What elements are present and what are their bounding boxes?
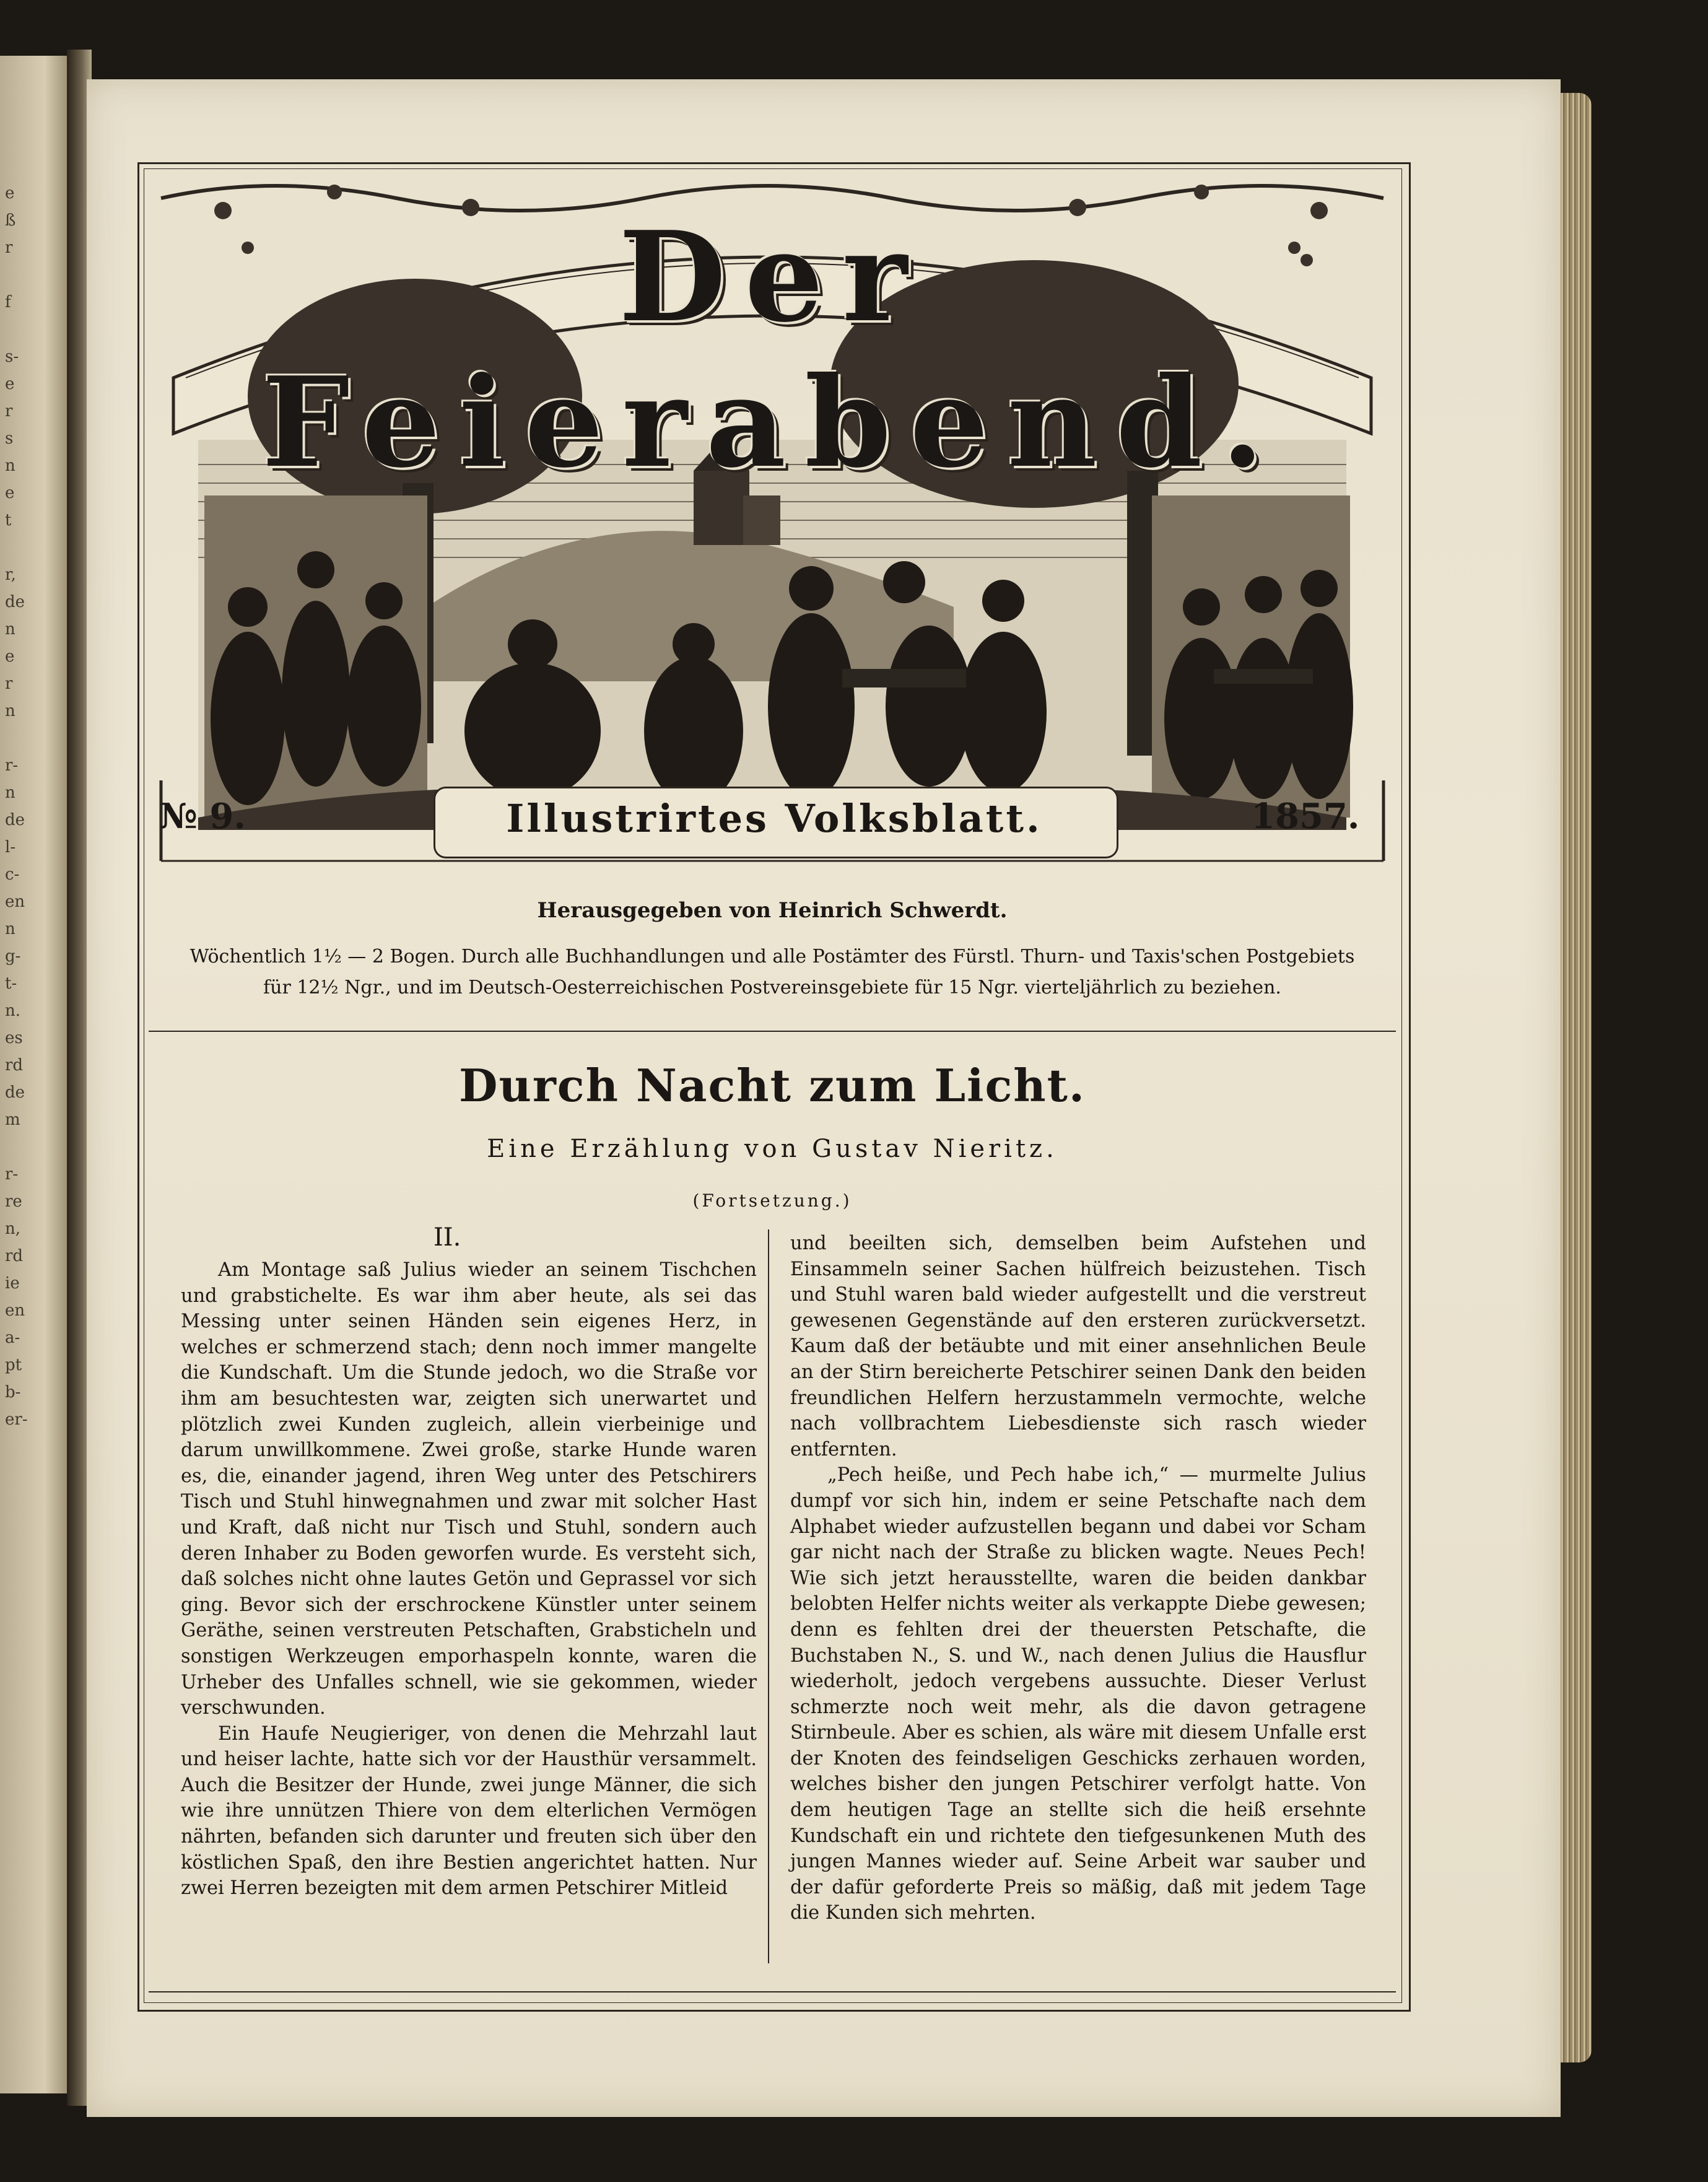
footer-rule xyxy=(149,1991,1396,1992)
header-rule xyxy=(149,1031,1396,1032)
story-title: Durch Nacht zum Licht. xyxy=(459,1059,1086,1112)
story-byline: Eine Erzählung von Gustav Nieritz. xyxy=(487,1135,1058,1163)
masthead-title: Der Feierabend. xyxy=(261,204,1283,495)
issue-number: № 9. xyxy=(160,796,246,837)
subscription-terms: Wöchentlich 1½ — 2 Bogen. Durch alle Buchhandlungen und alle Postämter des Fürstl. Thurn- und Taxis'schen Postgebiets für 12½ Ngr., und im Deutsch-Oesterreichischen Postvereinsgebiete für 15 Ngr. vierteljährlich zu beziehen. xyxy=(190,946,1355,998)
paragraph: Ein Haufe Neugieriger, von denen die Mehrzahl laut und heiser lachte, hatte sich vor der Hausthür versammelt. Auch die Besitzer der Hunde, zwei junge Männer, die sich wie ihre unnützen Thiere von dem elterlichen Vermögen nährten, befanden sich darunter und freuten sich über den köstlichen Spaß, den ihre Bestien angerichtet hatten. Nur zwei Herren bezeigten mit dem armen Petschirer Mitleid xyxy=(181,1722,757,1900)
story-continuation-note: (Fortsetzung.) xyxy=(692,1190,852,1211)
left-page-text-fragments: e ß r f s- e r s n e t r, de n e r n r- n de l- c- en n g- t- n. es rd de m r- re n, rd ie en a- pt b- er- xyxy=(5,184,28,1429)
paragraph: „Pech heiße, und Pech habe ich,“ — murmelte Julius dumpf vor sich hin, indem er seine Petschafte nach dem Alphabet wieder aufzustellen begann und dabei vor Scham gar nicht nach der Straße zu blicken wagte. Neues Pech! Wie sich jetzt herausstellte, waren die beiden dankbar belobten Helfer nichts weiter als verkappte Diebe gewesen; denn es fehlten drei der theuersten Petschafte, die Buchstaben N., S. und W., nach denen Julius die Hausflur wiederholt, jedoch vergebens aussuchte. Dieser Verlust schmerzte noch weit mehr, als die davon getragene Stirnbeule. Aber es schien, als wäre mit diesem Unfalle erst der Knoten des feindseligen Geschicks zerhauen worden, welches bisher den jungen Petschirer verfolgt hatte. Von dem heutigen Tage an stellte sich die heiß ersehnte Kundschaft ein und richtete den tiefgesunkenen Muth des jungen Mannes wieder auf. Seine Arbeit war sauber und der dafür geforderte Preis so mäßig, daß mit jedem Tage die Kunden sich mehrten. xyxy=(790,1464,1366,1924)
text-column-right xyxy=(790,1231,1366,1926)
publisher-line: Herausgegeben von Heinrich Schwerdt. xyxy=(537,898,1008,923)
left-page-edge xyxy=(0,56,74,2093)
masthead-subtitle: Illustrirtes Volksblatt. xyxy=(506,796,1042,841)
paragraph: Am Montage saß Julius wieder an seinem Tischchen und grabstichelte. Es war ihm aber heute, als sei das Messing unter seinen Händen sein eigenes Herz, in welches er schmerzend stach; denn noch immer mangelte die Kundschaft. Um die Stunde jedoch, wo die Straße vor ihm am besuchtesten war, zeigten sich unerwartet und plötzlich zwei Kunden zugleich, allein vierbeinige und darum unwillkommene. Zwei große, starke Hunde waren es, die, einander jagend, ihren Weg unter des Petschirers Tisch und Stuhl hinwegnahmen und zwar mit solcher Hast und Kraft, daß nicht nur Tisch und Stuhl, sondern auch deren Inhaber zu Boden geworfen wurde. Es versteht sich, daß solches nicht ohne lautes Getön und Geprassel vor sich ging. Bevor sich der erschrockene Künstler unter seinem Geräthe, seinen verstreuten Petschaften, Grabsticheln und sonstigen Werkzeugen emporhaspeln konnte, waren die Urheber des Unfalles schnell, wie sie gekommen, wieder verschwunden. xyxy=(181,1259,757,1719)
chapter-number: II. xyxy=(434,1223,461,1252)
issue-year: 1857. xyxy=(1251,796,1360,837)
column-divider xyxy=(768,1229,769,1963)
paragraph: und beeilten sich, demselben beim Aufstehen und Einsammeln seiner Sachen hülfreich beizustehen. Tisch und Stuhl waren bald wieder aufgestellt und die verstreut gewesenen Gegenstände auf den ersteren zurückversetzt. Kaum daß der betäubte und mit einer ansehnlichen Beule an der Stirn bereicherte Petschirer seinen Dank den beiden freundlichen Helfern herzustammeln vermochte, welche nach vollbrachtem Liebesdienste sich rasch wieder entfernten. xyxy=(790,1233,1366,1460)
text-column-left xyxy=(181,1257,757,1901)
